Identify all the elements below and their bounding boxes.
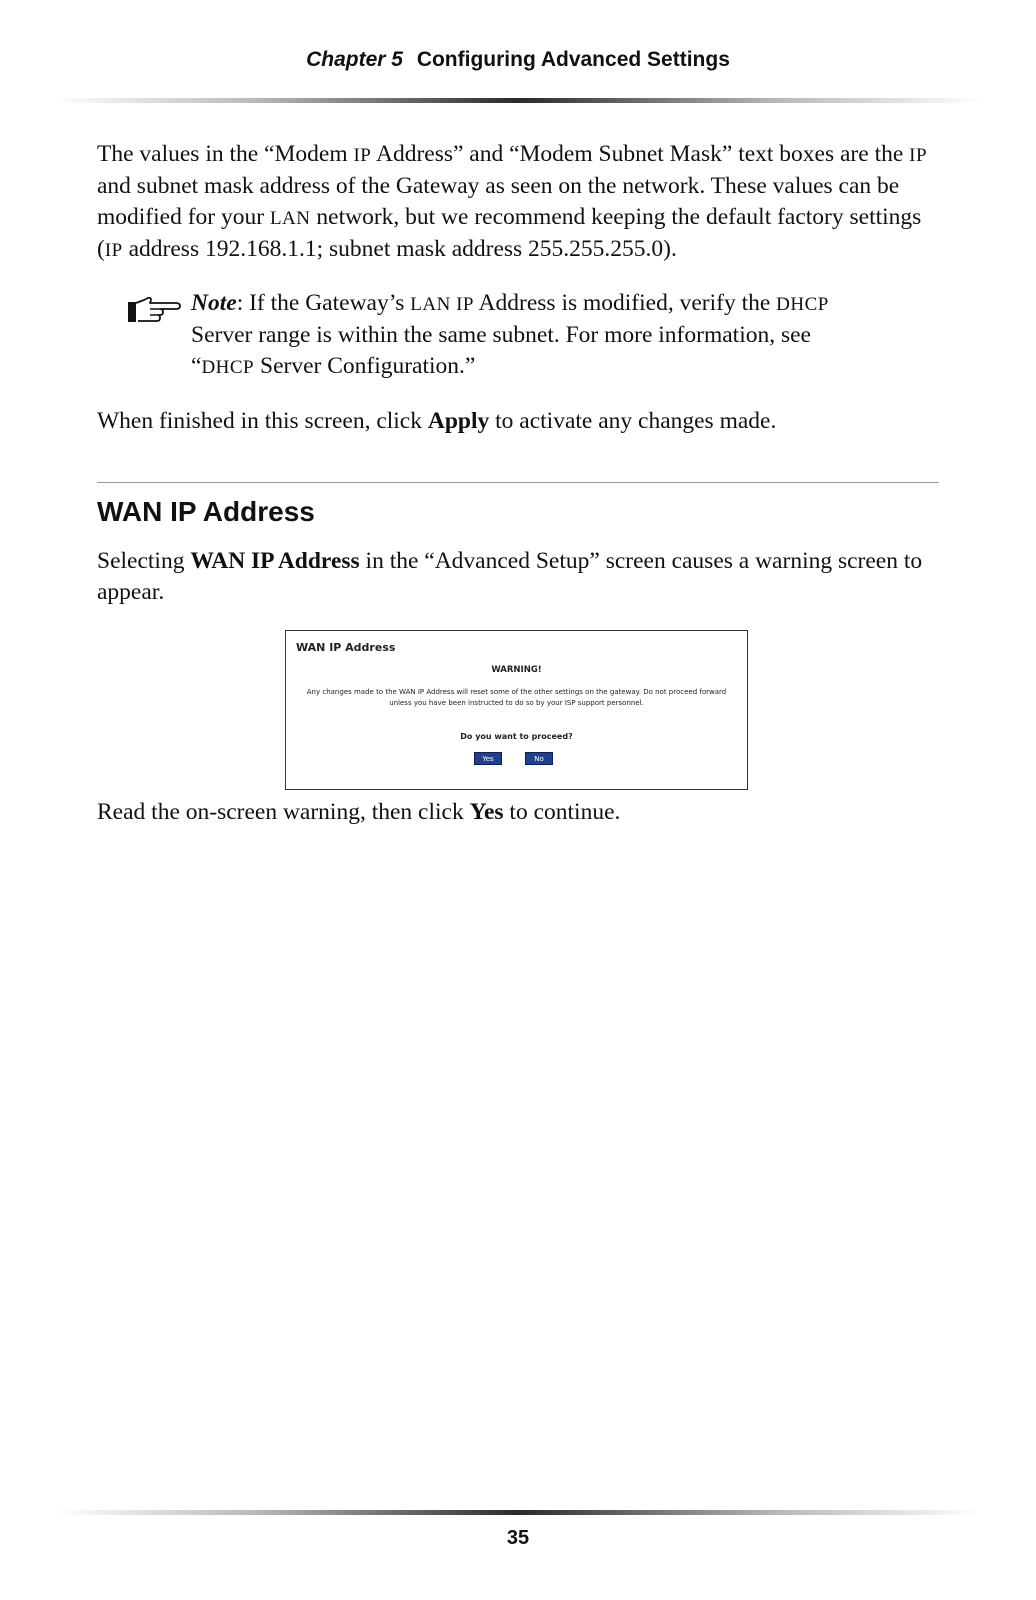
- screenshot-warning: WARNING!: [491, 665, 542, 675]
- text-run: to continue.: [503, 799, 621, 825]
- apply-term: Apply: [427, 408, 490, 434]
- text-run: network, but we recommend keeping the default factory settings (: [97, 204, 922, 262]
- note-paragraph: [191, 288, 831, 383]
- text-run: address 192.168.1.1; subnet mask address 255.255.255.0).: [122, 236, 677, 262]
- yes-term: Yes: [469, 799, 504, 825]
- section-heading: WAN IP Address: [97, 496, 315, 527]
- text-run: Read the on-screen warning, then click: [97, 799, 470, 825]
- acronym: LAN IP: [410, 294, 474, 315]
- text-run: in the “Advanced Setup” screen causes a warning screen to appear.: [97, 548, 923, 605]
- continue-paragraph: [97, 797, 939, 828]
- acronym: IP: [353, 145, 372, 166]
- text-run: The values in the “Modem: [97, 141, 354, 167]
- text-run: Server Configuration.”: [254, 353, 476, 379]
- running-header: [0, 48, 1036, 72]
- page-number: 35: [506, 1527, 530, 1549]
- text-run: When finished in this screen, click: [97, 408, 428, 434]
- acronym: DHCP: [776, 294, 829, 315]
- no-button: No: [525, 752, 553, 765]
- intro-paragraph: [97, 139, 939, 266]
- text-run: Address is modified, verify the: [473, 290, 777, 316]
- text-run: Server range is within the same subnet. For more information, see “: [191, 322, 811, 379]
- warning-screenshot: [285, 630, 748, 790]
- acronym: IP: [104, 240, 123, 261]
- section-divider: [97, 482, 939, 483]
- text-run: to activate any changes made.: [489, 408, 777, 434]
- screenshot-title: WAN IP Address: [296, 641, 396, 654]
- acronym: LAN: [269, 208, 311, 229]
- apply-paragraph: [97, 406, 939, 437]
- acronym: DHCP: [201, 357, 255, 378]
- header-rule: [54, 98, 982, 103]
- text-run: and subnet mask address of the Gateway as seen on the network. These values can be modified for your: [97, 173, 900, 230]
- text-run: Address” and “Modem Subnet Mask” text boxes are the: [371, 141, 910, 167]
- pointing-hand-icon: [126, 294, 182, 324]
- yes-button: Yes: [474, 752, 502, 765]
- text-run: Selecting: [97, 548, 191, 574]
- wan-term: WAN IP Address: [190, 548, 360, 574]
- chapter-number: Chapter 5: [306, 48, 403, 71]
- screenshot-question: Do you want to proceed?: [460, 732, 573, 741]
- acronym: IP: [909, 145, 928, 166]
- note-label: Note: [191, 290, 237, 316]
- text-run: : If the Gateway’s: [236, 290, 411, 316]
- chapter-title: Configuring Advanced Settings: [416, 48, 730, 71]
- footer-rule: [54, 1510, 982, 1515]
- screenshot-message: Any changes made to the WAN IP Address will reset some of the other settings on the gateway. Do not proceed forward unless you have been instructed to do so by your ISP support personnel.: [306, 688, 727, 707]
- wan-intro-paragraph: [97, 546, 939, 608]
